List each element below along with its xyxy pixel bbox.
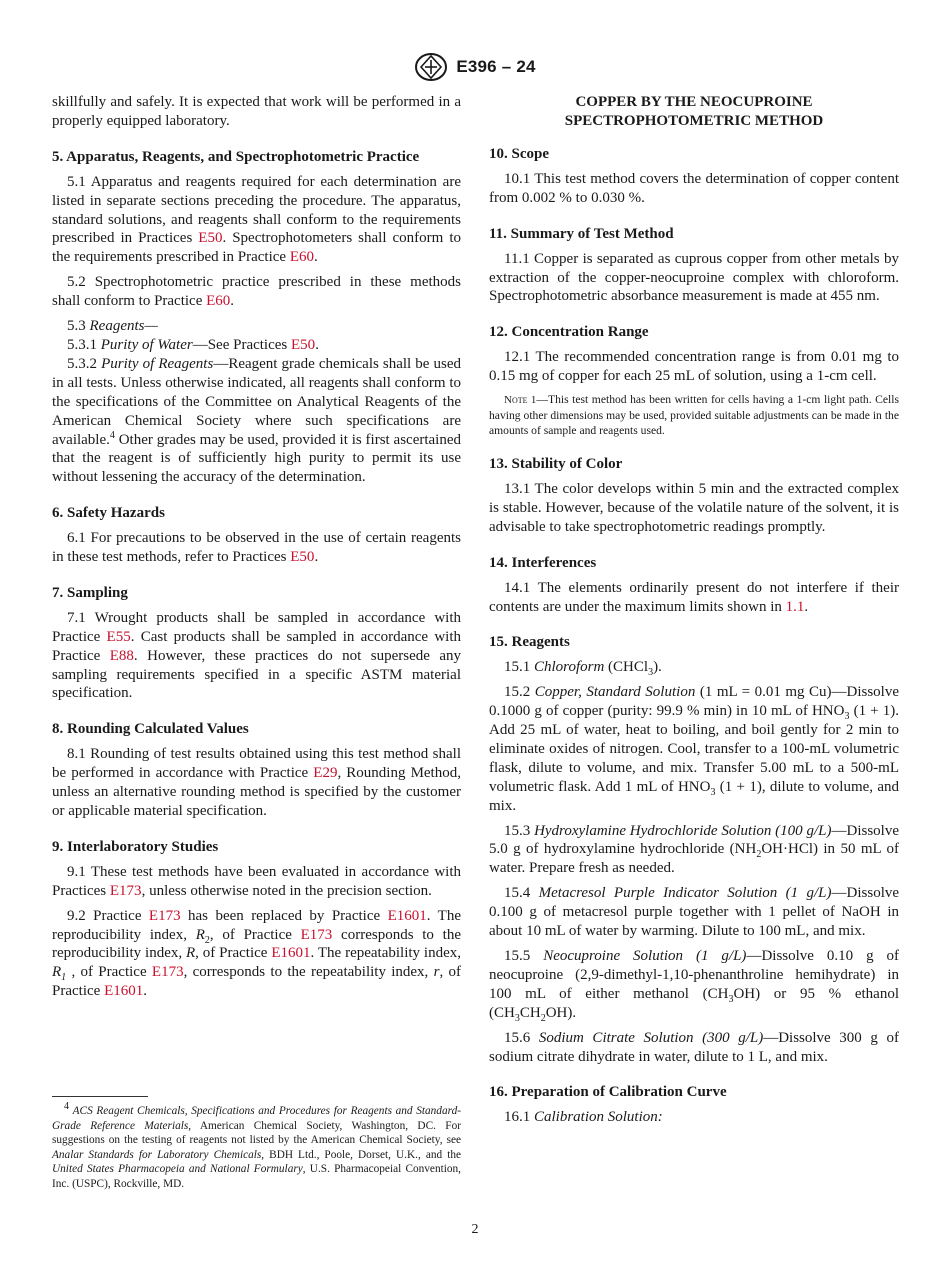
section-15-heading: 15. Reagents [489, 634, 570, 651]
left-column [52, 93, 461, 1007]
page-number: 2 [471, 1222, 479, 1237]
paragraph-5-3-2: 5.3.2 Purity of Reagents—Reagent grade chemicals shall be used in all tests. Unless otherwise indicated, all reagents shall conform to the specifications of the Committee on Analytical Reagents of the American Chemical Society where such specifications are available.$^4$ Other grades may be used, provided it is first ascertained that the reagent is of sufficiently high purity to permit its use without lessening the accuracy of the determination. [52, 355, 461, 486]
section-6-heading: 6. Safety Hazards [52, 505, 165, 522]
paragraph-11-1: 11.1 Copper is separated as cuprous copper from other metals by extraction of the copper-neocuproine complex with chloroform. Spectrophotometric absorbance measurement is made at 455 nm. [489, 250, 899, 305]
paragraph-5-3-1: 5.3.1 Purity of Water—See Practices E50. [67, 336, 319, 353]
section-14-heading: 14. Interferences [489, 554, 597, 571]
right-column [489, 93, 899, 1133]
section-16-heading: 16. Preparation of Calibration Curve [489, 1084, 727, 1101]
section-12-heading: 12. Concentration Range [489, 324, 649, 341]
ref-link-e173[interactable]: E173 [300, 926, 333, 943]
ref-link-e50[interactable]: E50 [198, 230, 223, 247]
section-9-heading: 9. Interlaboratory Studies [52, 838, 219, 855]
paragraph-8-1: 8.1 Rounding of test results obtained using this test method shall be performed in accordance with Practice E29, Rounding Method, unless an alternative rounding method is specified by the customer or applicable material specification. [52, 746, 461, 819]
ref-link-e173[interactable]: E173 [109, 882, 142, 899]
paragraph-7-1: 7.1 Wrought products shall be sampled in accordance with Practice E55. Cast products shall be sampled in accordance with Practice E88. However, these practices do not supersede any sampling requirements specified in a specific ASTM material specification. [52, 609, 461, 702]
ref-link-e1601[interactable]: E1601 [387, 907, 427, 924]
paragraph-15-4: 15.4 Metacresol Purple Indicator Solution (1 g/L)—Dissolve 0.100 g of metacresol purple together with 1 pellet of NaOH in about 10 mL of water by warming. Dilute to 100 mL, and mix. [489, 885, 900, 940]
paragraph-10-1: 10.1 This test method covers the determination of copper content from 0.002 % to 0.030 %. [489, 170, 899, 206]
paragraph-5-3: 5.3 Reagents— [67, 318, 158, 335]
method-title: COPPER BY THE NEOCUPROINE SPECTROPHOTOMETRIC METHOD [564, 94, 824, 129]
paragraph-12-1: 12.1 The recommended concentration range is from 0.01 mg to 0.15 mg of copper for each 25 mL of solution, using a 1-cm cell. [489, 349, 899, 385]
ref-link-e60[interactable]: E60 [289, 249, 314, 266]
paragraph-9-1: 9.1 These test methods have been evaluated in accordance with Practices E173, unless otherwise noted in the precision section. [52, 863, 461, 899]
paragraph-15-2: 15.2 Copper, Standard Solution (1 mL = 0.01 mg Cu)—Dissolve 0.1000 g of copper (purity: 99.9 % min) in 10 mL of $HNO_3$ (1 + 1). Add 25 mL of water, heat to boiling, and boil gently for 2 min to eliminate oxides of nitrogen. Cool, transfer to a 100-mL volumetric flask, dilute to volume, and mix. Transfer 5.00 mL to a 500-mL volumetric flask. Add 1 mL of $HNO_3$ (1 + 1), dilute to volume, and mix. [489, 684, 900, 814]
astm-logo-icon [414, 52, 448, 82]
ref-link-e29[interactable]: E29 [313, 765, 338, 782]
paragraph-13-1: 13.1 The color develops within 5 min and the extracted complex is stable. However, because of the volatile nature of the solvent, it is advisable to take spectrophotometric readings promptly. [489, 480, 899, 535]
section-13-heading: 13. Stability of Color [489, 456, 623, 473]
ref-link-e50[interactable]: E50 [291, 336, 316, 353]
footnote-4: $^4$ ACS Reagent Chemicals, Specifications and Procedures for Reagents and Standard-Grade Reference Materials, American Chemical Society, Washington, DC. For suggestions on the testing of reagents not listed by the American Chemical Society, see Analar Standards for Laboratory Chemicals, BDH Ltd., Poole, Dorset, U.K., and the United States Pharmacopeia and National Formulary, U.S. Pharmacopeial Convention, Inc. (USPC), Rockville, MD. [52, 1101, 461, 1190]
paragraph-9-2: 9.2 Practice E173 has been replaced by Practice E1601. The reproducibility index, $R_2$, of Practice E173 corresponds to the reproducibility index, R, of Practice E1601. The repeatability index, $R_1$ , of Practice E173, corresponds to the repeatability index, r, of Practice E1601. [52, 907, 461, 1000]
section-11-heading: 11. Summary of Test Method [489, 225, 674, 242]
paragraph-15-6: 15.6 Sodium Citrate Solution (300 g/L)—Dissolve 300 g of sodium citrate dihydrate in water, dilute to 1 L, and mix. [489, 1029, 899, 1065]
ref-link-e1601[interactable]: E1601 [104, 983, 144, 1000]
note-1: Note 1—This test method has been written for cells having a 1-cm light path. Cells having other dimensions may be used, provided suitable adjustments can be made in the amounts of sample and reagents used. [489, 393, 899, 438]
continued-paragraph: skillfully and safely. It is expected that work will be performed in a properly equipped laboratory. [52, 94, 461, 129]
document-designation: E396 – 24 [456, 57, 536, 76]
section-5-heading: 5. Apparatus, Reagents, and Spectrophotometric Practice [52, 148, 420, 165]
paragraph-15-1: 15.1 Chloroform (CHCl$_3$). [504, 659, 662, 679]
footnote-divider [52, 1096, 148, 1097]
paragraph-14-1: 14.1 The elements ordinarily present do not interfere if their contents are under the maximum limits shown in 1.1. [489, 579, 899, 615]
ref-link-e50[interactable]: E50 [290, 549, 315, 566]
ref-link-e88[interactable]: E88 [109, 647, 134, 664]
paragraph-15-3: 15.3 Hydroxylamine Hydrochloride Solution (100 g/L)—Dissolve 5.0 g of hydroxylamine hydrochloride $(NH_2OH\cdot HCl)$ in 50 mL of water. Prepare fresh as needed. [489, 822, 899, 877]
section-8-heading: 8. Rounding Calculated Values [52, 721, 249, 738]
section-7-heading: 7. Sampling [52, 584, 128, 601]
ref-link-e1601[interactable]: E1601 [271, 945, 311, 962]
ref-link-1-1[interactable]: 1.1 [785, 598, 805, 615]
ref-link-e173[interactable]: E173 [151, 964, 184, 981]
footnote-ref[interactable]: 4 [109, 429, 115, 441]
ref-link-e55[interactable]: E55 [106, 628, 131, 645]
paragraph-5-1: 5.1 Apparatus and reagents required for each determination are listed in separate sections preceding the procedure. The apparatus, standard solutions, and reagents shall conform to the requirements prescribed in Practices E50. Spectrophotometers shall conform to the requirements prescribed in Practice E60. [52, 173, 461, 266]
paragraph-5-2: 5.2 Spectrophotometric practice prescribed in these methods shall conform to Practice E60. [52, 274, 461, 310]
page-header [0, 52, 950, 87]
paragraph-6-1: 6.1 For precautions to be observed in the use of certain reagents in these test methods, refer to Practices E50. [52, 530, 461, 566]
ref-link-e60[interactable]: E60 [206, 293, 231, 310]
paragraph-16-1: 16.1 Calibration Solution: [504, 1109, 663, 1126]
section-10-heading: 10. Scope [489, 146, 549, 162]
paragraph-15-5: 15.5 Neocuproine Solution (1 g/L)—Dissolve 0.10 g of neocuproine (2,9-dimethyl-1,10-phenanthroline hemihydrate) in 100 mL of either methanol $(CH_3OH)$ or 95 % ethanol $(CH_3CH_2OH)$. [489, 948, 899, 1024]
ref-link-e173[interactable]: E173 [148, 907, 181, 924]
